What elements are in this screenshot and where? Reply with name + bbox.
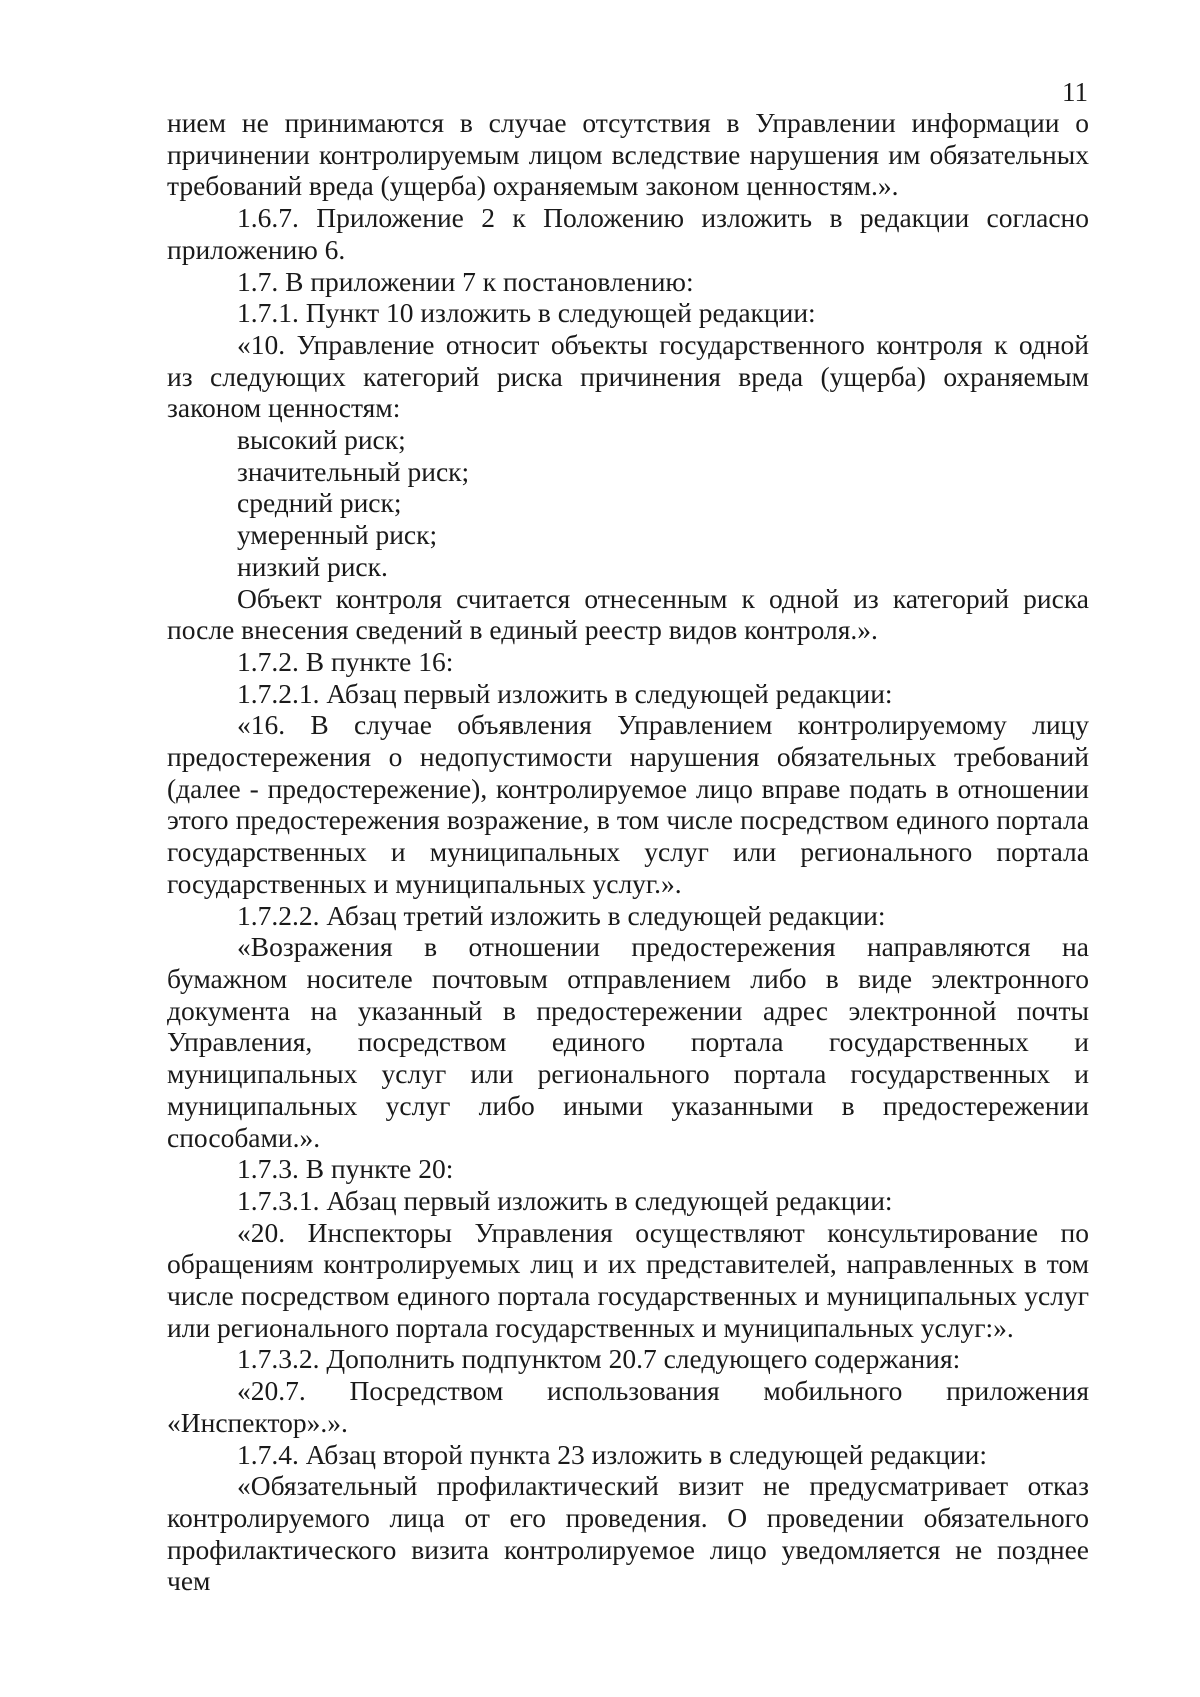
paragraph: 1.7.3.2. Дополнить подпунктом 20.7 следующего содержания: (237, 1343, 961, 1375)
paragraph: 1.7.2.1. Абзац первый изложить в следующей редакции: (237, 677, 893, 709)
paragraph: нием не принимаются в случае отсутствия в Управлении информации о причинении контролируемым лицом вследствие нарушения им обязательных требований вреда (ущерба) охраняемым законом ценностям.». (167, 107, 1089, 202)
paragraph: «Обязательный профилактический визит не предусматривает отказ контролируемого лица от его проведения. О проведении обязательного профилактического визита контролируемое лицо уведомляется не позднее чем (167, 1470, 1089, 1597)
document-body (167, 107, 1089, 1597)
paragraph: 1.7.3. В пункте 20: (237, 1153, 454, 1185)
paragraph: 1.7.2.2. Абзац третий изложить в следующей редакции: (237, 899, 886, 931)
list-item: средний риск; (237, 487, 402, 519)
paragraph: Объект контроля считается отнесенным к одной из категорий риска после внесения сведений в единый реестр видов контроля.». (167, 582, 1089, 646)
paragraph: «20.7. Посредством использования мобильного приложения «Инспектор».». (167, 1375, 1089, 1438)
paragraph: 1.7.2. В пункте 16: (237, 645, 454, 677)
page-number: 11 (1062, 77, 1088, 107)
paragraph: «Возражения в отношении предостережения направляются на бумажном носителе почтовым отправлением либо в виде электронного документа на указанный в предостережении адрес электронной почты Управления, посредством единого портала государственных и муниципальных услуг или регионального портала государственных и муниципальных услуг либо иными указанными в предостережении способами.». (167, 931, 1089, 1153)
paragraph: 1.7. В приложении 7 к постановлению: (237, 265, 694, 297)
paragraph: 1.7.4. Абзац второй пункта 23 изложить в следующей редакции: (237, 1438, 988, 1470)
paragraph: 1.7.1. Пункт 10 изложить в следующей редакции: (237, 297, 816, 329)
paragraph: 1.6.7. Приложение 2 к Положению изложить в редакции согласно приложению 6. (167, 202, 1089, 265)
paragraph: «10. Управление относит объекты государственного контроля к одной из следующих категорий риска причинения вреда (ущерба) охраняемым законом ценностям: (167, 328, 1089, 424)
paragraph: «20. Инспекторы Управления осуществляют консультирование по обращениям контролируемых лиц и их представителей, направленных в том числе посредством единого портала государственных и муниципальных услуг или регионального портала государственных и муниципальных услуг:». (167, 1216, 1089, 1343)
paragraph: 1.7.3.1. Абзац первый изложить в следующей редакции: (237, 1184, 893, 1216)
list-item: низкий риск. (237, 550, 388, 582)
list-item: высокий риск; (237, 424, 406, 456)
list-item: значительный риск; (237, 455, 470, 487)
paragraph: «16. В случае объявления Управлением контролируемому лицу предостережения о недопустимости нарушения обязательных требований (далее - предостережение), контролируемое лицо вправе подать в отношении этого предостережения возражение, в том числе посредством единого портала государственных и муниципальных услуг или регионального портала государственных и муниципальных услуг.». (167, 709, 1089, 899)
list-item: умеренный риск; (237, 519, 438, 551)
